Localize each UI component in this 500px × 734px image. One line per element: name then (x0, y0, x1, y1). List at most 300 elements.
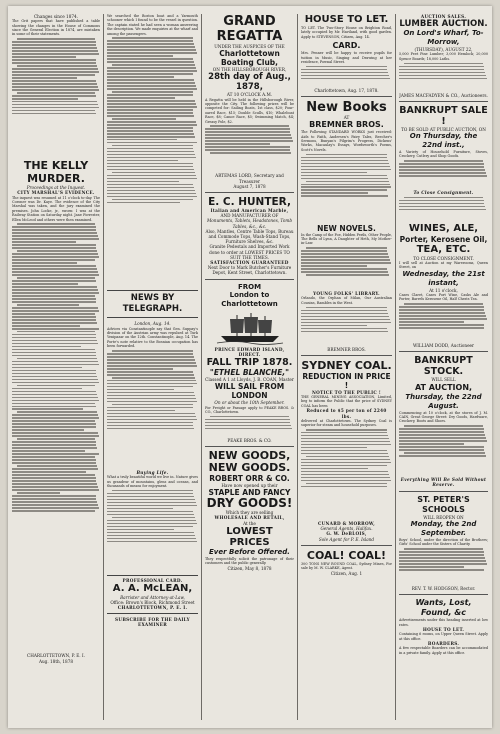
text-line (399, 206, 485, 208)
text-line (205, 146, 290, 148)
text-line (12, 44, 96, 46)
text-line (12, 406, 96, 408)
text-line (301, 163, 389, 165)
text-line (12, 370, 96, 372)
reduction-in-price: REDUCTION IN PRICE ! (302, 371, 391, 390)
london-label: London to Charlottetown (221, 290, 278, 308)
text-line (107, 55, 173, 57)
text-line (399, 321, 464, 323)
professional-card (107, 575, 198, 614)
wines-items: Cases Claret, Cases Port Wine, Casks Ale and Porter, Barrels Kerosene Oil, Half Chests Tea. (399, 293, 488, 302)
lowest-prices: LOWEST PRICES (226, 525, 273, 548)
text-line (12, 280, 96, 282)
text-line (210, 125, 288, 127)
books-list: The Following STANDARD WORKS just received: Aids to Faith, Andersen's Fairy Tales, Beecher's Sermons, Bunyan's Pilgrim's Progress, Dickens' Works, Macaulay's Essays, Wordsworth's Poems, Scott's Novels. (301, 130, 392, 152)
text-line (107, 353, 193, 355)
lumber-date: (THURSDAY), AUGUST 22, (414, 47, 473, 53)
text-line (399, 324, 484, 326)
text-line (399, 75, 486, 77)
telegraph-headline: NEWS BY TELEGRAPH. (107, 290, 198, 318)
novels-list: In the Camp of the Foe, Hidden Perils, Other People, The Bells of Lynn, A Daughter of Heth, My Mother-in-Law. (301, 232, 392, 246)
text-line (12, 364, 99, 366)
text-line (399, 66, 484, 68)
text-line (205, 128, 290, 130)
lumber-items: 5,000 Feet Pine Lumber; 3,000 Hemlock; 20,000 Spruce Boards; 18,000 Laths. (399, 52, 488, 61)
text-line (12, 253, 98, 255)
text-line (301, 192, 368, 194)
text-line (12, 352, 96, 354)
text-line (12, 504, 98, 506)
text-line (12, 83, 97, 85)
text-line (301, 438, 389, 440)
library-heading: YOUNG FOLKS' LIBRARY. (313, 291, 380, 297)
text-line (301, 465, 387, 467)
text-line (107, 428, 194, 430)
buying-life-heading: Buying Life. (136, 470, 169, 476)
text-line (107, 178, 197, 180)
ship-notice-body (205, 416, 294, 438)
text-line (399, 209, 486, 211)
text-line (12, 340, 97, 342)
text-line (12, 47, 97, 49)
text-line (404, 303, 482, 305)
regatta-place: ON THE HILLSBOROUGH RIVER, (212, 67, 287, 73)
text-line (12, 471, 86, 473)
wants-text: Advertisements under this heading inserted at low rates. (399, 618, 488, 627)
ship-name: "ETHEL BLANCHE," (209, 368, 290, 378)
text-line (12, 232, 97, 234)
text-line (12, 322, 97, 324)
text-line (12, 379, 98, 381)
coal-agent-1: CUNARD & MORROW, (317, 520, 376, 526)
text-line (12, 238, 99, 240)
coal2-signature: Citizen, Aug. 1 (330, 570, 363, 576)
text-line (107, 115, 194, 117)
text-line (107, 160, 178, 162)
text-line (12, 501, 97, 503)
text-line (12, 510, 95, 512)
text-line (107, 356, 194, 358)
regatta-title: GRAND REGATTA (216, 14, 283, 44)
text-line (399, 69, 484, 71)
text-line (301, 178, 388, 180)
text-line (12, 414, 98, 416)
text-line (112, 517, 195, 519)
fall-trip-heading: FALL TRIP 1878. (206, 357, 293, 369)
coal-agent-2-role: Sole Agent for P. E. Island (318, 536, 375, 542)
text-line (107, 61, 194, 63)
ship-caption: PRINCE EDWARD ISLAND, DIRECT. (214, 346, 285, 357)
text-line (399, 560, 486, 562)
text-line (107, 187, 194, 189)
wines-signature: WILLIAM DODD, Auctioneer (412, 343, 475, 349)
porter-kerosene: Porter, Kerosene Oil, (399, 234, 488, 244)
article-body (12, 38, 100, 156)
bremner-bros: BREMNER BROS. (309, 120, 384, 130)
text-line (12, 355, 96, 357)
text-line (107, 505, 197, 507)
text-line (205, 134, 291, 136)
text-line (399, 306, 484, 308)
text-line (107, 425, 193, 427)
text-line (107, 100, 195, 102)
dry-goods-heading: DRY GOODS! (206, 496, 293, 511)
consignment-heading: To Close Consignment. (413, 190, 474, 196)
text-line (112, 37, 192, 39)
text-line (399, 327, 484, 329)
text-line (12, 265, 96, 267)
schools-date: Monday, the 2nd September. (410, 519, 477, 537)
text-line (107, 419, 197, 421)
text-line (107, 124, 197, 126)
text-line (301, 322, 391, 324)
text-line (17, 438, 94, 440)
text-line (404, 63, 482, 65)
text-line (107, 166, 193, 168)
text-line (12, 489, 99, 491)
text-line (17, 92, 94, 94)
text-line (205, 149, 290, 151)
text-line (301, 316, 389, 318)
text-line (301, 268, 387, 270)
text-line (12, 343, 98, 345)
regatta-prize-list (205, 125, 294, 173)
text-line (107, 97, 175, 99)
text-line (107, 535, 195, 537)
text-line (107, 395, 195, 397)
text-line (107, 410, 175, 412)
auction-sales-heading: AUCTION SALES. (420, 14, 467, 19)
text-line (107, 538, 196, 540)
telegraph-dateline: London, Aug. 14. (134, 321, 171, 327)
new-goods-heading-2: NEW GOODS. (208, 460, 291, 474)
text-line (12, 244, 96, 246)
text-line (301, 319, 390, 321)
text-line (301, 435, 388, 437)
text-line (306, 247, 386, 249)
text-line (107, 413, 195, 415)
text-line (107, 157, 196, 159)
stock-body (399, 425, 488, 477)
text-line (107, 163, 193, 165)
text-line (301, 250, 387, 252)
text-line (301, 189, 387, 191)
column-1 (12, 14, 100, 720)
schools-text: Boys' School, under the direction of the Brothers; Girls' School under the Sisters of Charity. (399, 537, 488, 547)
text-line (399, 163, 484, 165)
text-line (17, 385, 94, 387)
orr-at: At the (243, 520, 256, 526)
text-line (107, 401, 197, 403)
new-novels-heading: NEW NOVELS. (317, 223, 376, 233)
text-line (107, 76, 174, 78)
text-line (12, 286, 97, 288)
text-line (12, 376, 97, 378)
text-line (12, 316, 96, 318)
hunter-address: Next Door to Mark Butcher's Furniture Depot, Kent Street, Charlottetown. (207, 265, 292, 276)
text-line (399, 569, 484, 571)
text-line (107, 154, 195, 156)
column-3 (205, 14, 294, 720)
coal-coal-heading: COAL! COAL! (306, 548, 387, 562)
text-line (12, 71, 99, 73)
consignment-body (399, 197, 488, 223)
bankrupt-stock-heading: BANKRUPT STOCK. (414, 355, 473, 378)
text-line (12, 86, 98, 88)
coal-agent-1-role: General Agents, Halifax. (320, 526, 373, 532)
wines-text: I will sell at Auction at my Warerooms, Queen Street, on (399, 261, 488, 270)
column-2 (107, 14, 198, 720)
text-line (17, 65, 97, 67)
text-line (399, 557, 485, 559)
card-text: Mrs. Penner will be happy to receive pupils for tuition in Music, Singing and Drawing at her residence, Pownal Street. (301, 51, 392, 65)
text-line (12, 41, 96, 43)
text-line (205, 428, 292, 430)
text-line (107, 416, 196, 418)
text-line (107, 88, 197, 90)
text-line (17, 304, 79, 306)
text-line (301, 477, 390, 479)
books-list-body (301, 154, 392, 224)
text-line (107, 362, 196, 364)
novels-body (301, 247, 392, 291)
text-line (107, 499, 195, 501)
text-line (107, 103, 196, 105)
text-line (12, 235, 98, 237)
text-line (107, 196, 197, 198)
text-line (12, 68, 98, 70)
text-line (301, 459, 390, 461)
text-line (399, 318, 487, 320)
text-line (112, 145, 192, 147)
regatta-sign-date: August 7, 1878 (233, 183, 266, 189)
text-line (399, 434, 485, 436)
text-line (12, 382, 99, 384)
text-line (12, 388, 82, 390)
lumber-place: On Lord's Wharf, To-Morrow, (403, 29, 484, 47)
text-line (107, 496, 194, 498)
text-line (301, 328, 387, 330)
article-body (107, 350, 198, 470)
text-line (399, 169, 485, 171)
text-line (17, 223, 94, 225)
text-line (301, 441, 390, 443)
text-line (210, 416, 288, 418)
text-line (12, 441, 96, 443)
marshal-evidence-subhead: CITY MARSHAL'S EVIDENCE. (17, 190, 95, 196)
sail-text: For Freight or Passage apply to PEAKE BROS. & CO., Charlottetown. (205, 405, 294, 414)
text-line (205, 137, 292, 139)
text-line (112, 64, 195, 66)
text-line (107, 148, 193, 150)
text-line (399, 554, 484, 556)
text-line (205, 140, 293, 142)
text-line (301, 169, 391, 171)
text-line (301, 166, 390, 168)
text-line (107, 371, 193, 373)
text-line (17, 38, 94, 40)
text-line (306, 154, 386, 156)
house-to-let-text: TO LET. The Two-Story House on Brighton Road, lately occupied by Mr. Haviland, with good garden. Apply to STEVENSON, Citizen, Aug. 14. (301, 26, 392, 39)
text-line (107, 70, 197, 72)
text-line (17, 250, 97, 252)
text-line (12, 459, 96, 461)
text-line (12, 247, 96, 249)
text-line (12, 77, 77, 79)
house-to-let-heading: HOUSE TO LET. (304, 14, 389, 25)
regatta-club: Charlottetown Boating Club, (219, 49, 280, 68)
books-at: AT (343, 115, 350, 121)
text-line (107, 398, 196, 400)
text-line (12, 53, 99, 55)
text-line (399, 315, 486, 317)
text-line (205, 131, 290, 133)
text-line (107, 121, 196, 123)
text-line (107, 58, 193, 60)
ad-divider (301, 355, 392, 356)
hunter-sub: AND MANUFACTURER OF (220, 213, 279, 219)
text-line (205, 425, 291, 427)
text-line (12, 80, 96, 82)
article-body (12, 223, 100, 653)
text-line (107, 43, 194, 45)
sydney-coal-heading: SYDNEY COAL. (301, 358, 392, 372)
text-line (17, 277, 94, 279)
text-line (12, 349, 95, 351)
text-line (107, 407, 193, 409)
wines-ale-heading: WINES, ALE, (408, 222, 479, 234)
ad-divider (205, 192, 294, 193)
text-line (107, 532, 194, 534)
boarders-heading: BOARDERS. (427, 641, 460, 647)
text-line (107, 520, 196, 522)
text-line (12, 367, 82, 369)
text-line (107, 526, 193, 528)
text-line (107, 523, 197, 525)
text-line (107, 130, 193, 132)
text-line (399, 172, 486, 174)
text-line (12, 256, 99, 258)
text-line (399, 312, 485, 314)
new-goods-heading: NEW GOODS, (208, 448, 291, 462)
text-line (399, 203, 484, 205)
text-line (12, 423, 96, 425)
text-line (301, 325, 367, 327)
bankrupt-sale-heading: BANKRUPT SALE ! (399, 104, 488, 127)
sailing-ship-icon (215, 311, 285, 345)
text-line (12, 456, 95, 458)
text-line (107, 514, 194, 516)
card-heading: CARD. (332, 41, 361, 51)
text-line (301, 72, 388, 74)
wholesale-retail: WHOLESALE AND RETAIL, (214, 515, 285, 521)
coal-body (301, 429, 392, 521)
text-line (107, 151, 194, 153)
hunter-items: Monuments, Tablets, Headstones, Tomb Tables, &c., &c. (206, 218, 293, 229)
coal-price: Reduced to $5 per ton of 2240 lbs. (306, 408, 387, 419)
text-line (399, 566, 464, 568)
text-line (301, 253, 388, 255)
story-text: We searched the Boston boat and a Yarmouth schooner which I found to be the vessel in question. The captain stated he had seen a woman answering the description. We made enquiries at the wharf and among the passengers. (107, 14, 198, 36)
text-line (12, 328, 99, 330)
text-line (399, 431, 484, 433)
col1-footer-date: Aug. 18th, 1878 (38, 658, 74, 664)
text-line (404, 197, 482, 199)
text-line (301, 462, 391, 464)
text-line (12, 498, 96, 500)
sail-signature: PEAKE BROS. & CO. (227, 437, 272, 443)
ad-divider (301, 545, 392, 546)
regatta-text: A Regatta will be held in the Hillsborough River, opposite the City. The following prizes will be competed for: Sailing Boats, 1st class, $20; Four-oared Race, $15; Double Sculls, $10; Whaleboat Race, $8; Canoe Race, $5; Swimming Match, $4; Greasy Pole, $2. (205, 97, 294, 124)
text-line (107, 502, 196, 504)
text-line (107, 529, 174, 531)
text-line (12, 56, 76, 58)
text-line (306, 274, 389, 276)
ad-divider (399, 101, 488, 102)
text-line (12, 113, 96, 115)
coal2-text: 300 TONS NEW ROUND COAL, Sydney Mines, For sale by M. W. CLARKE, Agent. (301, 561, 392, 571)
text-line (12, 292, 99, 294)
text-line (12, 394, 97, 396)
text-line (107, 368, 173, 370)
ad-divider (399, 594, 488, 595)
text-line (12, 283, 78, 285)
text-line (107, 365, 197, 367)
text-line (12, 313, 95, 315)
text-line (301, 331, 388, 333)
text-line (107, 46, 195, 48)
house-to-let-small-text: Containing 6 rooms, on Upper Queen Street. Apply at this office. (399, 632, 488, 641)
regatta-subtitle: UNDER THE AUSPICES OF THE (214, 44, 285, 49)
text-line (12, 444, 96, 446)
text-line (306, 483, 386, 485)
text-line (107, 40, 193, 42)
text-line (107, 181, 179, 183)
text-line (306, 456, 389, 458)
text-line (306, 66, 386, 68)
text-line (112, 350, 192, 352)
text-line (107, 79, 194, 81)
text-line (301, 186, 391, 188)
text-line (107, 139, 177, 141)
ship-description: Classed A 1 at Lloyds, J. B. COAN, Master (205, 377, 294, 383)
text-line (107, 67, 196, 69)
hunter-guarantee: SATISFACTION GUARANTEED (210, 260, 289, 266)
text-line (112, 490, 192, 492)
text-line (306, 429, 386, 431)
kelly-murder-headline: THE KELLY MURDER. (23, 159, 89, 186)
hunter-title: Italian and American Marble, (210, 208, 289, 214)
orr-date: Citizen, May 8, 1878 (227, 565, 272, 571)
text-line (107, 359, 195, 361)
card-title: Barrister and Attorney-at-Law, (120, 595, 185, 601)
column-5 (399, 14, 488, 720)
text-line (107, 422, 193, 424)
text-line (301, 486, 387, 488)
text-line (12, 271, 98, 273)
wants-lost-found-heading: Wants, Lost, Found, &c (415, 598, 472, 618)
st-peters-schools-heading: ST. PETER'S SCHOOLS (417, 494, 470, 514)
text-line (301, 471, 388, 473)
text-line (301, 69, 387, 71)
orr-tail: They respectfully solicit the patronage of their customers and the public generally. (205, 556, 294, 566)
ad-divider (399, 351, 488, 352)
col1-footer: CHARLOTTETOWN, P. E. I. (27, 653, 85, 659)
orr-selling: Which they are selling (225, 510, 274, 516)
text-line (12, 325, 80, 327)
lumber-auction-heading: LUMBER AUCTION. (399, 19, 488, 30)
stock-sub: WILL SELL (431, 377, 456, 383)
